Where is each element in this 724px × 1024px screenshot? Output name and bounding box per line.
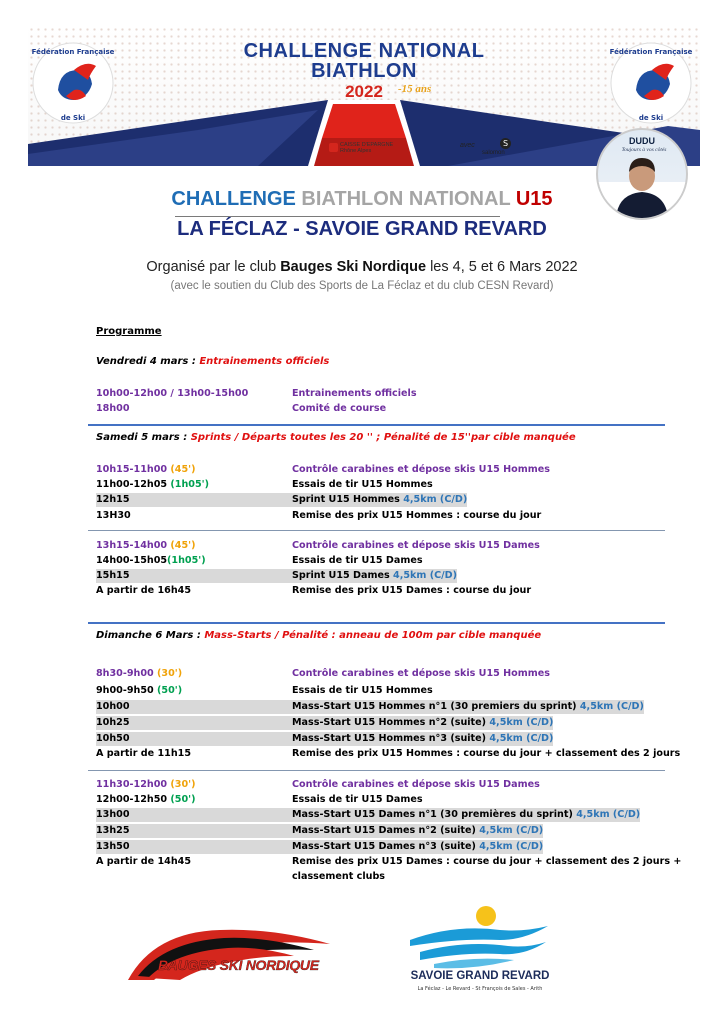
row-duration: (45') [170, 540, 196, 551]
section-divider [88, 770, 665, 771]
row-time: 10h50 [96, 732, 546, 746]
sgr-logo-subtext: La Féclaz - Le Revard - St François de Sales - Arith [417, 986, 543, 992]
sponsor-avec-label: avec [460, 142, 475, 149]
schedule-row [96, 855, 682, 885]
title-u15: U15 [515, 188, 553, 210]
row-desc: Mass-Start U15 Hommes n°2 (suite) 4,5km (C/D) [292, 717, 554, 728]
row-distance: 4,5km (C/D) [479, 841, 544, 852]
section-divider [88, 530, 665, 531]
page-subtitle: LA FÉCLAZ - SAVOIE GRAND REVARD [177, 218, 547, 240]
day-header-sunday [96, 630, 541, 641]
salomon-icon: S [500, 138, 511, 149]
row-desc: Contrôle carabines et dépose skis U15 Hommes [292, 668, 550, 679]
row-desc: Remise des prix U15 Hommes : course du jour [292, 510, 542, 521]
row-desc: Essais de tir U15 Dames [292, 555, 423, 566]
row-time: 10h00-12h00 / 13h00-15h00 [96, 388, 249, 399]
schedule-row [96, 387, 668, 401]
schedule-row [96, 539, 668, 553]
row-duration: (30') [170, 779, 196, 790]
row-desc: Remise des prix U15 Dames : course du jour + classement des 2 jours + [292, 856, 682, 867]
row-desc: Remise des prix U15 Dames : course du jour [292, 585, 532, 596]
svg-text:Fédération Française: Fédération Française [609, 48, 693, 56]
row-desc: Mass-Start U15 Hommes n°3 (suite) 4,5km (C/D) [292, 733, 554, 744]
schedule-row [96, 747, 681, 761]
row-desc-continued: classement clubs [292, 871, 386, 882]
badge-subtitle: Toujours à vos côtés [621, 147, 667, 153]
schedule-row [96, 667, 668, 681]
schedule-row [96, 824, 668, 838]
svg-text:de Ski: de Ski [60, 114, 86, 122]
schedule-row [96, 732, 668, 746]
row-time: 11h30-12h00 (30') [96, 779, 196, 790]
row-desc: Contrôle carabines et dépose skis U15 Dames [292, 540, 540, 551]
programme-label: Programme [96, 326, 162, 337]
row-duration: (30') [157, 668, 183, 679]
organizer-line [0, 259, 724, 275]
bauges-logo-text: BAUGES SKI NORDIQUE [158, 957, 319, 973]
row-time: 8h30-9h00 (30') [96, 668, 183, 679]
row-desc: Contrôle carabines et dépose skis U15 Hommes [292, 464, 550, 475]
day-info: Sprints / Départs toutes les 20 '' ; Pénalité de 15''par cible manquée [190, 432, 576, 443]
row-duration: (1h05') [170, 479, 209, 490]
banner-title-line2: BIATHLON [311, 60, 417, 82]
row-time: A partir de 16h45 [96, 585, 192, 596]
schedule-row [96, 793, 668, 807]
row-desc: Mass-Start U15 Dames n°3 (suite) 4,5km (C/D) [292, 841, 544, 852]
row-distance: 4,5km (C/D) [479, 825, 544, 836]
row-desc: Comité de course [292, 403, 387, 414]
sponsor-caisse-label: CAISSE D'EPARGNE Rhône Alpes [340, 142, 394, 154]
row-desc: Entrainements officiels [292, 388, 417, 399]
row-time: 15h15 [96, 569, 456, 583]
organizer-prefix: Organisé par le club [146, 259, 281, 275]
schedule-row [96, 716, 668, 730]
section-divider [88, 424, 665, 426]
row-desc: Mass-Start U15 Dames n°2 (suite) 4,5km (C/D) [292, 825, 544, 836]
row-desc: Sprint U15 Dames 4,5km (C/D) [292, 570, 458, 581]
row-time: A partir de 11h15 [96, 748, 192, 759]
day-label: Vendredi 4 mars : [96, 356, 200, 367]
row-time: 12h00-12h50 (50') [96, 794, 196, 805]
banner-age-category: -15 ans [398, 83, 432, 95]
title-biathlon-national: BIATHLON NATIONAL [295, 188, 516, 210]
schedule-row [96, 700, 668, 714]
caisse-epargne-icon [329, 143, 338, 152]
row-duration: (45') [170, 464, 196, 475]
schedule-row [96, 584, 668, 598]
savoie-grand-revard-logo [404, 900, 554, 970]
row-time: 10h00 [96, 700, 640, 714]
badge-name: DUDU [629, 136, 655, 146]
row-distance: 4,5km (C/D) [489, 717, 554, 728]
schedule-row [96, 554, 668, 568]
svg-text:Fédération Française: Fédération Française [31, 48, 115, 56]
row-duration: (50') [157, 685, 183, 696]
sponsor-salomon-label: salomon [482, 150, 505, 156]
page-title [0, 188, 724, 211]
row-time: 14h00-15h05(1h05') [96, 555, 206, 566]
organizer-club: Bauges Ski Nordique [280, 259, 427, 275]
row-time: 10h15-11h00 (45') [96, 464, 196, 475]
row-time: 13H30 [96, 510, 131, 521]
row-time: 10h25 [96, 716, 546, 730]
row-desc: Essais de tir U15 Dames [292, 794, 423, 805]
day-header-saturday [96, 432, 576, 443]
schedule-row [96, 402, 668, 416]
row-time: 9h00-9h50 (50') [96, 685, 183, 696]
day-info: Entrainements officiels [199, 356, 330, 367]
organizer-support: (avec le soutien du Club des Sports de La Féclaz et du club CESN Revard) [170, 280, 554, 292]
schedule-row [96, 478, 668, 492]
row-time: 13h00 [96, 808, 632, 822]
row-distance: 4,5km (C/D) [579, 701, 644, 712]
row-distance: 4,5km (C/D) [489, 733, 554, 744]
title-challenge: CHALLENGE [171, 188, 296, 210]
row-distance: 4,5km (C/D) [393, 570, 458, 581]
schedule-row [96, 840, 668, 854]
row-duration: (50') [170, 794, 196, 805]
schedule-row [96, 509, 668, 523]
day-info: Mass-Starts / Pénalité : anneau de 100m par cible manquée [204, 630, 542, 641]
section-divider [88, 622, 665, 624]
row-desc: Contrôle carabines et dépose skis U15 Dames [292, 779, 540, 790]
schedule-row [96, 684, 668, 698]
schedule-row [96, 569, 668, 583]
row-distance: 4,5km (C/D) [403, 494, 468, 505]
svg-text:de Ski: de Ski [638, 114, 664, 122]
row-time: 13h25 [96, 824, 536, 838]
schedule-row [96, 808, 668, 822]
title-divider [175, 216, 500, 217]
organizer-suffix: les 4, 5 et 6 Mars 2022 [426, 259, 578, 275]
row-desc: Remise des prix U15 Hommes : course du jour + classement des 2 jours [292, 748, 681, 759]
row-time: 13h50 [96, 840, 536, 854]
banner-year: 2022 [345, 82, 383, 101]
row-desc: Essais de tir U15 Hommes [292, 479, 433, 490]
row-time: 11h00-12h05 (1h05') [96, 479, 209, 490]
row-desc: Mass-Start U15 Dames n°1 (30 premières du sprint) 4,5km (C/D) [292, 809, 641, 820]
sgr-logo-text: SAVOIE GRAND REVARD [410, 970, 550, 982]
schedule-row [96, 493, 668, 507]
row-distance: 4,5km (C/D) [576, 809, 641, 820]
row-time: 18h00 [96, 403, 130, 414]
sponsor-caisse-epargne [340, 142, 400, 154]
row-time: 12h15 [96, 493, 456, 507]
schedule-row [96, 778, 668, 792]
day-label: Dimanche 6 Mars : [96, 630, 205, 641]
banner-title-line1: CHALLENGE NATIONAL [243, 40, 485, 62]
row-desc: Sprint U15 Hommes 4,5km (C/D) [292, 494, 468, 505]
schedule-row [96, 463, 668, 477]
bauges-ski-nordique-logo [124, 922, 338, 988]
row-time: 13h15-14h00 (45') [96, 540, 196, 551]
day-label: Samedi 5 mars : [96, 432, 191, 443]
row-desc: Mass-Start U15 Hommes n°1 (30 premiers du sprint) 4,5km (C/D) [292, 701, 644, 712]
row-time: A partir de 14h45 [96, 856, 192, 867]
day-header-friday [96, 356, 329, 367]
row-duration: (1h05') [167, 555, 206, 566]
row-desc: Essais de tir U15 Hommes [292, 685, 433, 696]
